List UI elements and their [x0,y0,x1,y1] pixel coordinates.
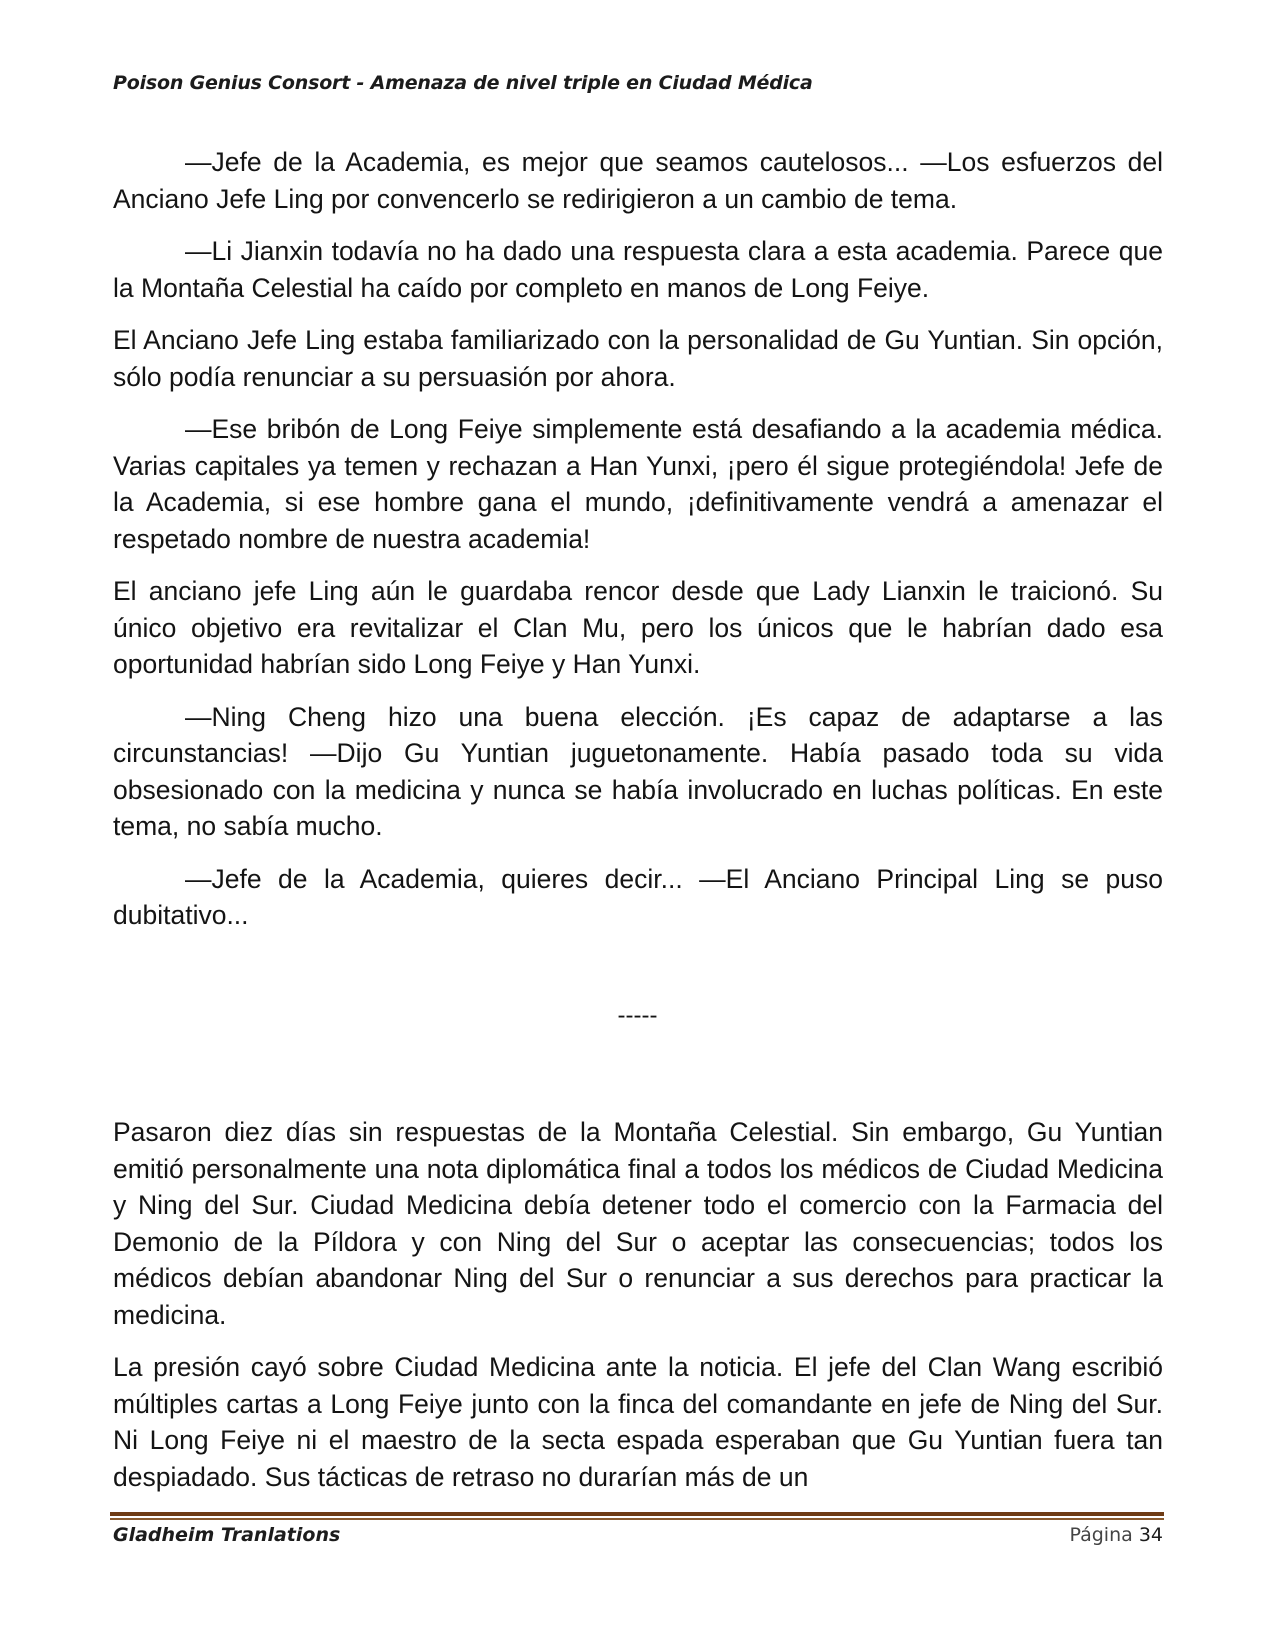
page-label: Página [1069,1524,1133,1546]
paragraph: —Li Jianxin todavía no ha dado una respuesta clara a esta academia. Parece que la Montaña Celestial ha caído por completo en manos de Long Feiye. [113,236,1163,303]
body-text-section-1 [113,144,1163,950]
running-header: Poison Genius Consort - Amenaza de nivel triple en Ciudad Médica [113,72,813,94]
paragraph: El Anciano Jefe Ling estaba familiarizado con la personalidad de Gu Yuntian. Sin opción, sólo podía renunciar a su persuasión por ahora. [113,325,1163,392]
paragraph: —Ese bribón de Long Feiye simplemente está desafiando a la academia médica. Varias capitales ya temen y rechazan a Han Yunxi, ¡pero él sigue protegiéndola! Jefe de la Academia, si ese hombre gana el mundo, ¡definitivamente vendrá a amenazar el respetado nombre de nuestra academia! [113,414,1163,554]
page-number: 34 [1138,1524,1163,1546]
footer-rule-thick [110,1512,1164,1516]
paragraph: El anciano jefe Ling aún le guardaba rencor desde que Lady Lianxin le traicionó. Su único objetivo era revitalizar el Clan Mu, pero los únicos que le habrían dado esa oportunidad habrían sido Long Feiye y Han Yunxi. [113,576,1163,679]
paragraph: —Jefe de la Academia, es mejor que seamos cautelosos... —Los esfuerzos del Anciano Jefe Ling por convencerlo se redirigieron a un cambio de tema. [113,147,1163,214]
paragraph: La presión cayó sobre Ciudad Medicina ante la noticia. El jefe del Clan Wang escribió múltiples cartas a Long Feiye junto con la finca del comandante en jefe de Ning del Sur. Ni Long Feiye ni el maestro de la secta espada esperaban que Gu Yuntian fuera tan despiadado. Sus tácticas de retraso no durarían más de un [113,1352,1163,1492]
footer-rule-thin [110,1518,1164,1520]
paragraph: Pasaron diez días sin respuestas de la Montaña Celestial. Sin embargo, Gu Yuntian emitió personalmente una nota diplomática final a todos los médicos de Ciudad Medicina y Ning del Sur. Ciudad Medicina debía detener todo el comercio con la Farmacia del Demonio de la Píldora y con Ning del Sur o aceptar las consecuencias; todos los médicos debían abandonar Ning del Sur o renunciar a sus derechos para practicar la medicina. [113,1117,1163,1330]
footer-rule [110,1512,1164,1520]
section-separator: ----- [617,1002,658,1029]
body-text-section-2 [113,1114,1163,1511]
paragraph: —Jefe de la Academia, quieres decir... —El Anciano Principal Ling se puso dubitativo... [113,863,1163,930]
page-number-label [1069,1524,1163,1546]
footer-publisher: Gladheim Tranlations [113,1524,341,1546]
paragraph: —Ning Cheng hizo una buena elección. ¡Es capaz de adaptarse a las circunstancias! —Dijo Gu Yuntian juguetonamente. Había pasado toda su vida obsesionado con la medicina y nunca se había involucrado en luchas políticas. En este tema, no sabía mucho. [113,701,1163,841]
